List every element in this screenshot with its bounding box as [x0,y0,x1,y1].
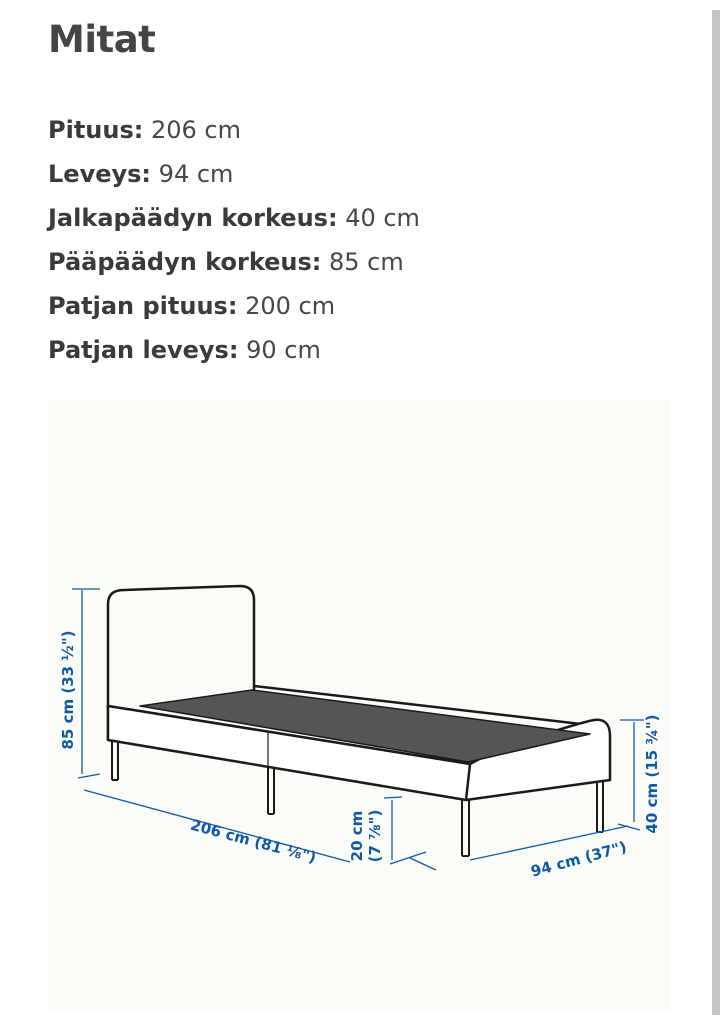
spec-row-headboard-height [48,242,420,286]
spec-value: 90 cm [246,336,321,364]
spec-row-width [48,154,420,198]
footboard-height-label: 40 cm (15 ¾") [643,714,661,834]
page-title: Mitat [48,18,156,61]
clearance-in-label: (7 ⅞") [366,809,384,863]
leg [462,800,469,856]
width-label: 94 cm (37") [528,837,629,881]
spec-value: 85 cm [329,248,404,276]
spec-label: Patjan leveys: [48,336,239,364]
spec-value: 200 cm [245,292,336,320]
leg [112,741,118,780]
spec-label: Patjan pituus: [48,292,238,320]
leg [268,767,274,814]
bed-dimension-drawing [48,400,670,1012]
spec-value: 206 cm [150,116,241,144]
spec-row-length [48,110,420,154]
spec-row-footboard-height [48,198,420,242]
spec-label: Jalkapäädyn korkeus: [48,204,338,232]
headboard-height-label: 85 cm (33 ½") [59,630,77,750]
headboard [108,586,254,708]
scrollbar[interactable] [712,10,720,1015]
leg [597,781,603,832]
spec-value: 94 cm [158,160,234,188]
length-label: 206 cm (81 ⅛") [188,815,319,867]
dimension-list [48,110,420,374]
clearance-cm-label: 20 cm [348,810,366,862]
bed-illustration [48,400,670,1012]
spec-row-mattress-width [48,330,420,374]
spec-label: Leveys: [48,160,152,188]
spec-label: Pituus: [48,116,144,144]
spec-label: Pääpäädyn korkeus: [48,248,322,276]
spec-row-mattress-length [48,286,420,330]
spec-value: 40 cm [345,204,420,232]
